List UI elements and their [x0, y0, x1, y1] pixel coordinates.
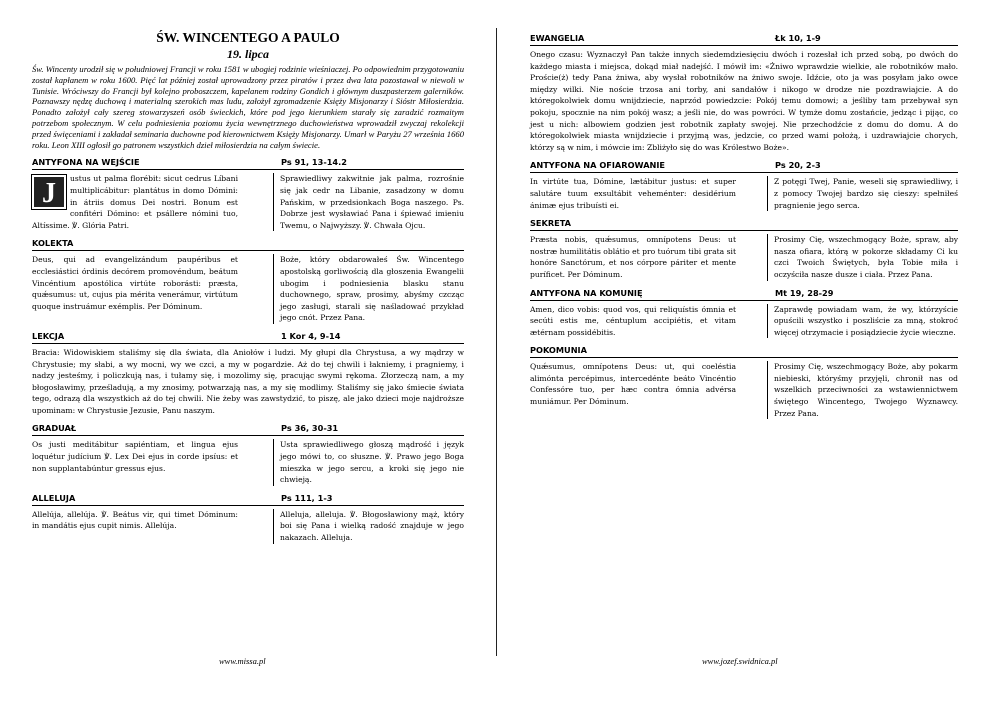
communion-heading: ANTYFONA NA KOMUNIĘ	[530, 287, 643, 298]
communion-polish: Zaprawdę powiadam wam, że wy, którzyście opuścili wszystko i poszliście za mną, stokroć więcej otrzymacie i posiądziecie życie wieczne.	[774, 304, 958, 337]
introit-ref: Ps 91, 13-14.2	[281, 157, 347, 168]
alleluia-header	[32, 492, 464, 506]
offertory-heading: ANTYFONA NA OFIAROWANIE	[530, 160, 666, 171]
postcommunion-row	[530, 361, 958, 419]
offertory-ref: Ps 20, 2-3	[775, 160, 821, 171]
right-column	[530, 30, 958, 419]
collect-latin: Deus, qui ad evangelizándum paupéribus et ecclesiástici órdinis decórem promovéndum, beátum Vincéntium apostólica virtúte roborásti: præsta, quǽsumus: ut, cujus pia mérita venerámur, virtútum quoque instruámur exémplis. Per Dóminum.	[32, 255, 238, 311]
page-title: ŚW. WINCENTEGO A PAULO	[156, 30, 340, 45]
collect-row	[32, 254, 464, 324]
collect-heading: KOLEKTA	[32, 238, 74, 249]
alleluia-ref: Ps 111, 1-3	[281, 492, 333, 503]
lesson-text: Bracia: Widowiskiem staliśmy się dla świata, dla Aniołów i ludzi. My głupi dla Chrystusa, a wy mądrzy w Chrystusie; my słabi, a wy mocni, wy we czci, a my w pogardzie. Aż do tej chwili i łakniemy, i pragniemy, i nadzy jesteśmy, i policzkują nas, i tułamy się, i mozolimy się, pracując swymi rękoma. Złorzeczą nam, a my błogosławimy, prześladują, a my znosimy, potwarzają nas, a my się modlimy. Staliśmy się jako śmiecie świata tego, odrazą dla wszystkich aż do tej chwili. Nie żeby was zawstydzić, to piszę, ale jako dzieci moje najdroższe upominam: w Chrystusie Jezusie, Panu naszym.	[32, 347, 464, 415]
communion-latin: Amen, dico vobis: quod vos, qui reliquístis ómnia et secúti estis me, céntuplum accipiétis, et vitam ætérnam possidébitis.	[530, 304, 736, 337]
offertory-row	[530, 176, 958, 211]
postcommunion-heading: POKOMUNIA	[530, 345, 587, 356]
collect-polish: Boże, który obdarowałeś Św. Wincentego apostolską gorliwością dla głoszenia Ewangelii ubogim i podniesienia blasku stanu duchownego, spraw, prosimy, abyśmy czcząc jego zasługi, starali się naśladować przykład jego cnót. Przez Pana.	[280, 255, 464, 323]
gradual-ref: Ps 36, 30-31	[281, 423, 339, 434]
offertory-latin: In virtúte tua, Dómine, lætábitur justus: et super salutáre tuum exsultábit veheménter: desidérium ánimæ ejus tribuísti ei.	[530, 177, 736, 210]
feast-date: 19. lipca	[227, 47, 269, 61]
communion-row	[530, 304, 958, 339]
gradual-polish: Usta sprawiedliwego głoszą mądrość i język jego mówi to, co słuszne. ℣. Prawo jego Boga mieszka w jego sercu, a kroki się jego nie chwieją.	[280, 440, 464, 485]
postcommunion-header	[530, 344, 958, 358]
introit-row	[32, 173, 464, 231]
lesson-heading: LEKCJA	[32, 330, 65, 341]
gospel-ref: Łk 10, 1-9	[775, 33, 821, 43]
communion-ref: Mt 19, 28-29	[775, 287, 834, 298]
lesson-header	[32, 330, 464, 344]
decorated-initial: J	[32, 175, 66, 209]
gospel-heading: EWANGELIA	[530, 33, 585, 43]
column-divider	[496, 28, 497, 656]
left-column	[32, 30, 464, 544]
secret-latin: Præsta nobis, quǽsumus, omnípotens Deus: ut nostræ humilitátis oblátio et pro tuórum tibi grata sit honóre Sanctórum, et nos córpore páriter et mente puríficet. Per Dóminum.	[530, 235, 736, 279]
alleluia-polish: Alleluja, alleluja. ℣. Błogosławiony mąż, który boi się Pana i wielką radość znajduje w jego nakazach. Alleluja.	[280, 509, 464, 543]
footer-link-jozef[interactable]: www.jozef.swidnica.pl	[702, 656, 778, 666]
footer-link-missa[interactable]: www.missa.pl	[219, 656, 266, 666]
gradual-latin: Os justi meditábitur sapiéntiam, et lingua ejus loquétur judícium ℣. Lex Dei ejus in corde ipsíus: et non supplantabúntur gressus ejus.	[32, 440, 238, 473]
collect-header	[32, 237, 464, 251]
introit-latin: ustus ut palma florébit: sicut cedrus Líbani multiplicábitur: plantátus in domo Dómini: in átriis domus Dei nostri. Bonum est confitéri Dómino: et psállere nómini tuo, Altíssime. ℣. Glória Patri.	[32, 174, 238, 230]
gospel-header	[530, 32, 958, 46]
introit-polish: Sprawiedliwy zakwitnie jak palma, rozrośnie się jak cedr na Libanie, zasadzony w domu Pańskim, w przedsionkach Boga naszego. Ps. Dobrze jest wysławiać Pana i śpiewać imieniu Twemu, o Najwyższy. ℣. Chwała Ojcu.	[280, 174, 464, 230]
secret-heading: SEKRETA	[530, 218, 572, 229]
alleluia-row	[32, 509, 464, 544]
secret-header	[530, 217, 958, 231]
introit-header	[32, 156, 464, 170]
gospel-text: Onego czasu: Wyznaczył Pan także innych siedemdziesięciu dwóch i rozesłał ich przed sobą, po dwóch do każdego miasta i miejsca, dokąd miał nadejść. I mówił im: «Żniwo wprawdzie wielkie, ale robotników mało. Proście(ż) tedy Pana żniwa, aby wysłał robotników na żniwo swoje. Idźcie, oto ja was posyłam jako owce między wilki. Nie noście trzosa ani torby, ani sandałów i nikogo w drodze nie pozdrawiajcie. A do któregokolwiek domu wnijdziecie, naprzód powiedzcie: Pokój temu domowi; a jeśliby tam przebywał syn pokoju, spocznie na nim pokój wasz; a jeśli nie, do was powróci. W tymże domu zostańcie, jedząc i pijąc, co jest u nich: albowiem godzien jest robotnik zapłaty swojej. Nie przechodźcie z domu do domu. A do któregokolwiek miasta wnijdziecie i przyjmą was, jedzcie, co przed wami położą, i uzdrawiajcie chorych, którzy są w nim, i mówcie im: Zbliżyło się do was Królestwo Boże».	[530, 50, 958, 152]
gradual-row	[32, 439, 464, 485]
alleluia-latin: Allelúja, allelúja. ℣. Beátus vir, qui timet Dóminum: in mandátis ejus cupit nimis. Allelúja.	[32, 509, 238, 531]
offertory-header	[530, 159, 958, 173]
alleluia-heading: ALLELUJA	[32, 492, 76, 503]
lesson-ref: 1 Kor 4, 9-14	[281, 330, 341, 341]
communion-header	[530, 287, 958, 301]
postcommunion-latin: Quǽsumus, omnípotens Deus: ut, qui coeléstia alimónta percépimus, intercedénte beáto Vincéntio Confessóre tuo, per hæc contra ómnia advérsa muniámur. Per Dóminum.	[530, 362, 736, 407]
postcommunion-polish: Prosimy Cię, wszechmogący Boże, aby pokarm niebieski, któryśmy przyjęli, chronił nas od wszelkich przeciwności za wstawiennictwem świętego Wincentego, Twojego Wyznawcy. Przez Pana.	[774, 362, 958, 418]
introit-latin-block	[32, 173, 238, 231]
secret-polish: Prosimy Cię, wszechmogący Boże, spraw, aby nasza ofiara, którą w pokorze składamy Ci ku czci Twoich Świętych, była Tobie miła i oczyściła nasze dusze i ciała. Przez Pana.	[774, 235, 958, 279]
gradual-header	[32, 422, 464, 436]
secret-row	[530, 234, 958, 280]
offertory-polish: Z potęgi Twej, Panie, weseli się sprawiedliwy, i z pomocy Twojej bardzo się cieszy: spełniłeś pragnienie jego serca.	[774, 177, 958, 210]
gradual-heading: GRADUAŁ	[32, 423, 77, 434]
saint-biography: Św. Wincenty urodził się w południowej Francji w roku 1581 w ubogiej rodzinie wieśniaczej. Po odpowiednim przygotowaniu został kapłanem w roku 1600. Pięć lat później został uprowadzony przez piratów i przez dwa lata pozostawał w niewoli w Tunisie. Wróciwszy do Francji był kolejno proboszczem, kapelanem rodziny Gondich i głównym duszpasterzem galerników. Poznawszy nędzę duchową i materialną szerokich mas ludu, założył zgromadzenie Księży Misjonarzy i Sióstr Miłosierdzia. Ponadto założył cały szereg stowarzyszeń osób świeckich, które pod jego kierunkiem starały się zaradzić rozmaitym potrzebom społecznym. W celu podniesienia poziomu życia wewnętrznego duchowieństwa wprowadził zwyczaj rekolekcji przed święceniami i zakładał seminaria duchowne pod kierownictwem Księży Misjonarzy. Umarł w Paryżu 27 września 1660 roku. Leon XIII ogłosił go patronem wszystkich dzieł miłosierdzia na całym świecie.	[32, 64, 464, 150]
introit-heading: ANTYFONA NA WEJŚCIE	[32, 157, 140, 168]
